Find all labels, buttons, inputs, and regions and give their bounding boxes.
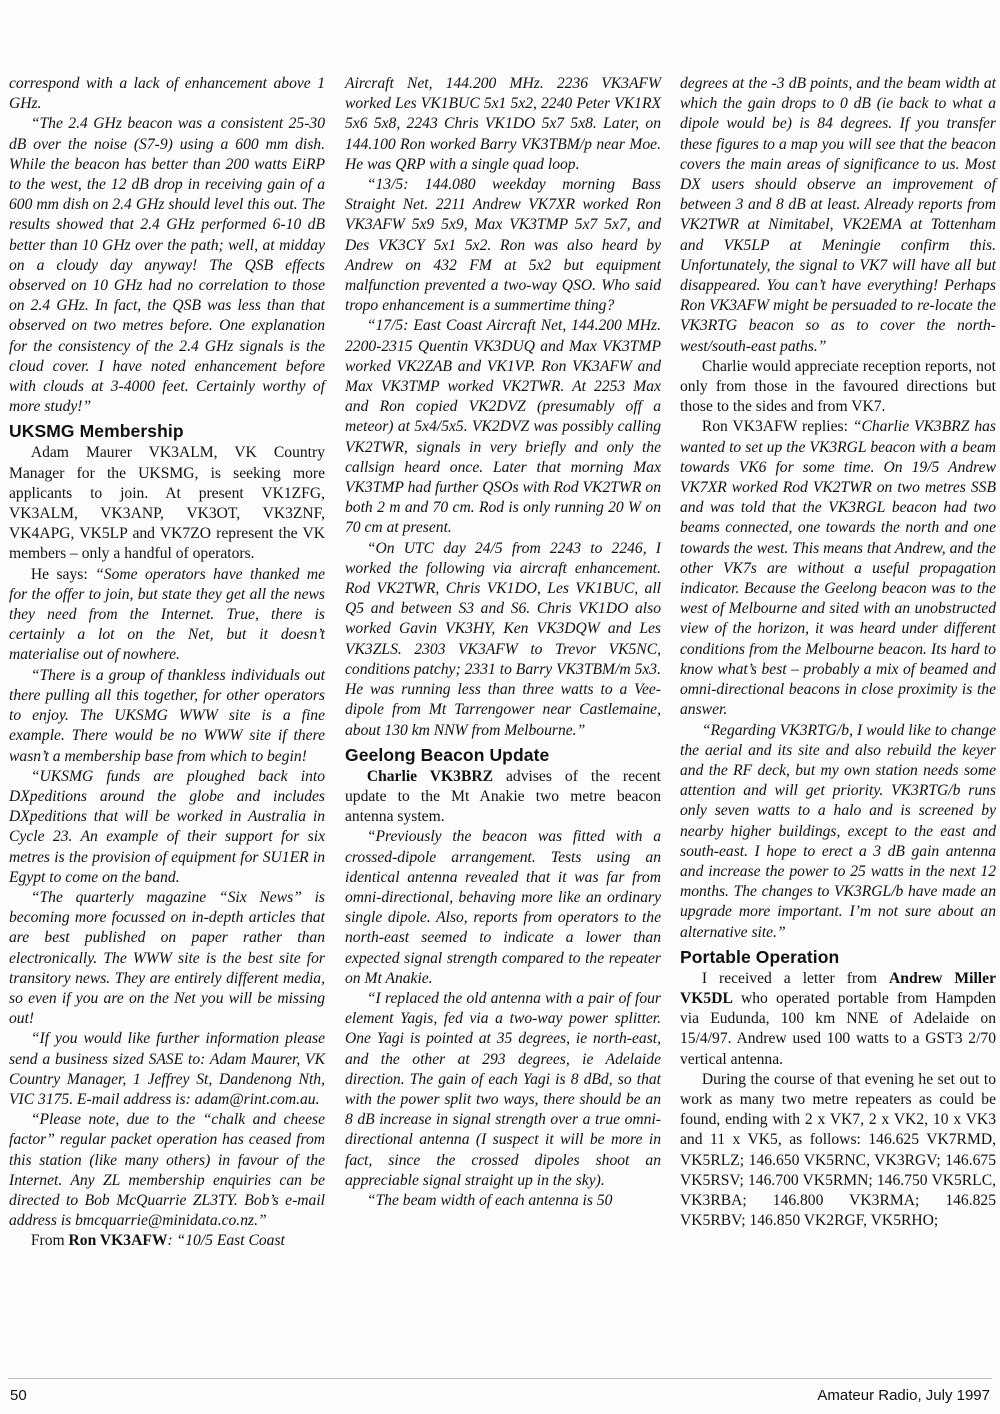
paragraph: Charlie would appreciate reception reports, not only from those in the favoured directions but those to the sides and from VK7. <box>680 357 996 416</box>
paragraph-quote: “Some operators have thanked me for the offer to join, but state they get all the news they need from the Internet. True, there is certainly a lot on the Net, but it doesn’t materialise out of nowhere. <box>9 565 325 664</box>
paragraph: “17/5: East Coast Aircraft Net, 144.200 MHz. 2200-2315 Quentin VK3DUQ and Max VK3TMP worked VK2ZAB and VK1VP. Ron VK3AFW and Max VK3TMP worked VK2TWR. At 2253 Max and Ron copied VK2DVZ (presumably off a meteor) at 5x4/5x5. VK2DVZ was possibly calling VK2TWR, signals in very briefly and only the callsign heard once. Later that morning Max VK3TMP had further QSOs with Rod VK2TWR on both 2 m and 70 cm. Rod is only running 20 W on 70 cm at present. <box>345 317 661 537</box>
heading-portable-operation: Portable Operation <box>680 946 840 967</box>
paragraph: “The 2.4 GHz beacon was a consistent 25-30 dB over the noise (S7-9) using a 600 mm dish. While the beacon has better than 200 watts EiRP to the west, the 12 dB drop in receiving gain of a 600 mm dish on 2.4 GHz should level this out. The results showed that 2.4 GHz performed 6-10 dB better than 10 GHz over the path; well, at midday on a cloudy day anyway! The QSB effects observed on 10 GHz had no correlation to those on 2.4 GHz. In fact, the QSB was less than that observed on two metres before. One explanation for the consistency of the 2.4 GHz signals is the cloud cover. I have noted enhancement before with clouds at 3-4000 feet. Certainly worthy of more study!” <box>9 115 325 416</box>
paragraph: During the course of that evening he set out to work as many two metre repeaters as could be found, ending with 2 x VK7, 2 x VK2, 10 x VK3 and 11 x VK5, as follows: 146.625 VK7RMD, VK5RLZ; 146.650 VK5RNC, VK3RGV; 146.675 VK5RSV; 146.700 VK5RMN; 146.750 VK5RLC, VK3RBA; 146.800 VK3RMA; 146.825 VK5RBV; 146.850 VK2RGF, VK5RHO; <box>680 1070 996 1230</box>
paragraph <box>9 1231 325 1251</box>
paragraph-lead: From <box>30 1232 69 1250</box>
paragraph <box>345 767 661 828</box>
page-number: 50 <box>10 1387 27 1404</box>
paragraph-lead: He says: <box>30 565 96 583</box>
paragraph-rest: advises of the recent update to the Mt Anakie two metre beacon antenna system. <box>345 767 661 826</box>
paragraph-bold: Andrew Miller VK5DL <box>680 969 996 1007</box>
paragraph: “Previously the beacon was fitted with a crossed-dipole arrangement. Tests using an identical antenna revealed that it was far from omni-directional, behaving more like an ordinary single dipole. Also, reports from operators to the north-east seemed to indicate a lower than expected signal strength compared to the repeater on Mt Anakie. <box>345 828 661 987</box>
paragraph-rest: who operated portable from Hampden via Eudunda, 100 km NNE of Adelaide on 15/4/97. Andrew used 100 watts to a GST3 2/70 vertical antenna. <box>680 989 996 1068</box>
paragraph: “13/5: 144.080 weekday morning Bass Straight Net. 2211 Andrew VK7XR worked Ron VK3AFW 5x9 5x9, Max VK3TMP 5x7 5x7, and Des VK3CY 5x1 5x2. Ron was also heard by Andrew on 432 FM at 5x2 but equipment malfunction prevented a two-way QSO. Who said tropo enhancement is a summertime thing? <box>345 176 661 315</box>
paragraph-quote: “Charlie VK3BRZ has wanted to set up the VK3RGL beacon with a beam towards VK6 for some time. On 19/5 Andrew VK7XR worked Rod VK2TWR on two metres SSB and was told that the VK3RGL beacon had two beams connected, one towards the north and one towards the west. This means that Andrew, and the other VK7s are without a useful propagation indicator. Because the Geelong beacon was to the west of Melbourne and sited with an unobstructed view of the horizon, it was heard under different conditions from the Melbourne beacon. Its hard to know what’s best – probably a mix of beamed and omni-directional beacons in close proximity is the answer. <box>680 418 996 719</box>
footer-divider <box>8 1378 992 1379</box>
paragraph: Aircraft Net, 144.200 MHz. 2236 VK3AFW worked Les VK1BUC 5x1 5x2, 2240 Peter VK1RX 5x6 5x8, 2243 Chris VK1DO 5x7 5x8. Later, on 144.100 Ron worked Barry VK3TBM/p near Moe. He was QRP with a single quad loop. <box>345 75 661 173</box>
text-column-1 <box>9 74 325 1252</box>
text-column-2 <box>345 74 661 1211</box>
paragraph <box>680 417 996 720</box>
paragraph-bold: Charlie VK3BRZ <box>366 767 494 785</box>
paragraph: degrees at the -3 dB points, and the beam width at which the gain drops to 0 dB (ie back to what a dipole would be) is 84 degrees. If you transfer these figures to a map you will see that the beacon covers the main areas of significance to us. Most DX users should observe an improvement of between 3 and 8 dB at least. Already reports from VK2TWR at Nimitabel, VK2EMA at Tottenham and VK5LP at Meningie confirm this. Unfortunately, the signal to VK7 will have all but disappeared. You can’t have everything! Perhaps Ron VK3AFW might be persuaded to re-locate the VK3RTG beacon so as to cover the north-west/south-east paths.” <box>680 75 996 355</box>
publication-title: Amateur Radio, July 1997 <box>817 1387 990 1404</box>
paragraph: Adam Maurer VK3ALM, VK Country Manager for the UKSMG, is seeking more applicants to join. At present VK1ZFG, VK3ALM, VK3ANP, VK3OT, VK3ZNF, VK4APG, VK5LP and VK7ZO represent the VK members – only a handful of operators. <box>9 444 325 563</box>
text-column-3 <box>680 74 996 1231</box>
paragraph-rest: : “10/5 East Coast <box>167 1232 285 1250</box>
paragraph: “Please note, due to the “chalk and cheese factor” regular packet operation has ceased from this station (like many others) in favour of the Internet. Any ZL membership enquiries can be directed to Bob McQuarrie ZL3TY. Bob’s e-mail address is bmcquarrie@minidata.co.nz.” <box>9 1111 325 1230</box>
paragraph: “The beam width of each antenna is 50 <box>366 1191 613 1209</box>
paragraph: “The quarterly magazine “Six News” is becoming more focussed on in-depth articles that are best published on paper rather than electronically. The WWW site is the best site for transitory news. They are entirely different media, so even if you are on the Net you will be missing out! <box>9 888 325 1028</box>
paragraph: correspond with a lack of enhancement above 1 GHz. <box>9 75 325 113</box>
paragraph: “If you would like further information please send a business sized SASE to: Adam Maurer, VK Country Manager, 1 Jeffrey St, Dandenong Nth, VIC 3175. E-mail address is: adam@rint.com.au. <box>9 1030 325 1108</box>
paragraph-bold: Ron VK3AFW <box>68 1232 168 1250</box>
paragraph-lead: Ron VK3AFW replies: <box>701 418 853 436</box>
heading-geelong-beacon-update: Geelong Beacon Update <box>345 744 550 765</box>
paragraph-lead: I received a letter from <box>701 969 890 987</box>
heading-uksmg-membership: UKSMG Membership <box>9 421 184 442</box>
paragraph <box>680 969 996 1070</box>
paragraph: “On UTC day 24/5 from 2243 to 2246, I worked the following via aircraft enhancement. Rod VK2TWR, Chris VK1DO, Les VK1BUC, all Q5 and between S3 and S6. Chris VK1DO also worked Gavin VK3HY, Ken VK3DQW and Les VK3ZLS. 2303 VK3AFW to Trevor VK5NC, conditions patchy; 2331 to Barry VK3TBM/m 5x3. He was running less than three watts to a Vee-dipole from Mt Tarrengower near Castlemaine, about 130 km NNW from Melbourne.” <box>345 539 661 739</box>
paragraph: “There is a group of thankless individuals out there pulling all this together, for other operators to enjoy. The UKSMG WWW site is a fine example. There would be no WWW site if there wasn’t a membership base from which to begin! <box>9 666 325 765</box>
paragraph: “UKSMG funds are ploughed back into DXpeditions around the globe and includes DXpeditions that will be worked in Australia in Cycle 23. An example of their support for six metres is the provision of equipment for SU1ER in Egypt to come on the band. <box>9 767 325 886</box>
paragraph: “I replaced the old antenna with a pair of four element Yagis, fed via a two-way power splitter. One Yagi is pointed at 35 degrees, ie north-east, and the other at 293 degrees, ie Adelaide direction. The gain of each Yagi is 8 dBd, so that with the power split two ways, there should be an 8 dB increase in signal strength over a true omni-directional antenna (I suspect it will be more in fact, since the crossed dipoles shoot an appreciable signal straight up in the sky). <box>345 989 661 1189</box>
paragraph <box>9 565 325 666</box>
paragraph: “Regarding VK3RTG/b, I would like to change the aerial and its site and also rebuild the keyer and the RF deck, but my own station needs some attention and will get priority. VK3RTG/b runs only seven watts to a halo and is screened by nearby higher buildings, except to the east and south-east. I hope to erect a 3 dB gain antenna and increase the power to 25 watts in the next 12 months. The changes to VK3RGL/b have made an upgrade more important. I’m not sure about an alternative site.” <box>680 721 996 941</box>
